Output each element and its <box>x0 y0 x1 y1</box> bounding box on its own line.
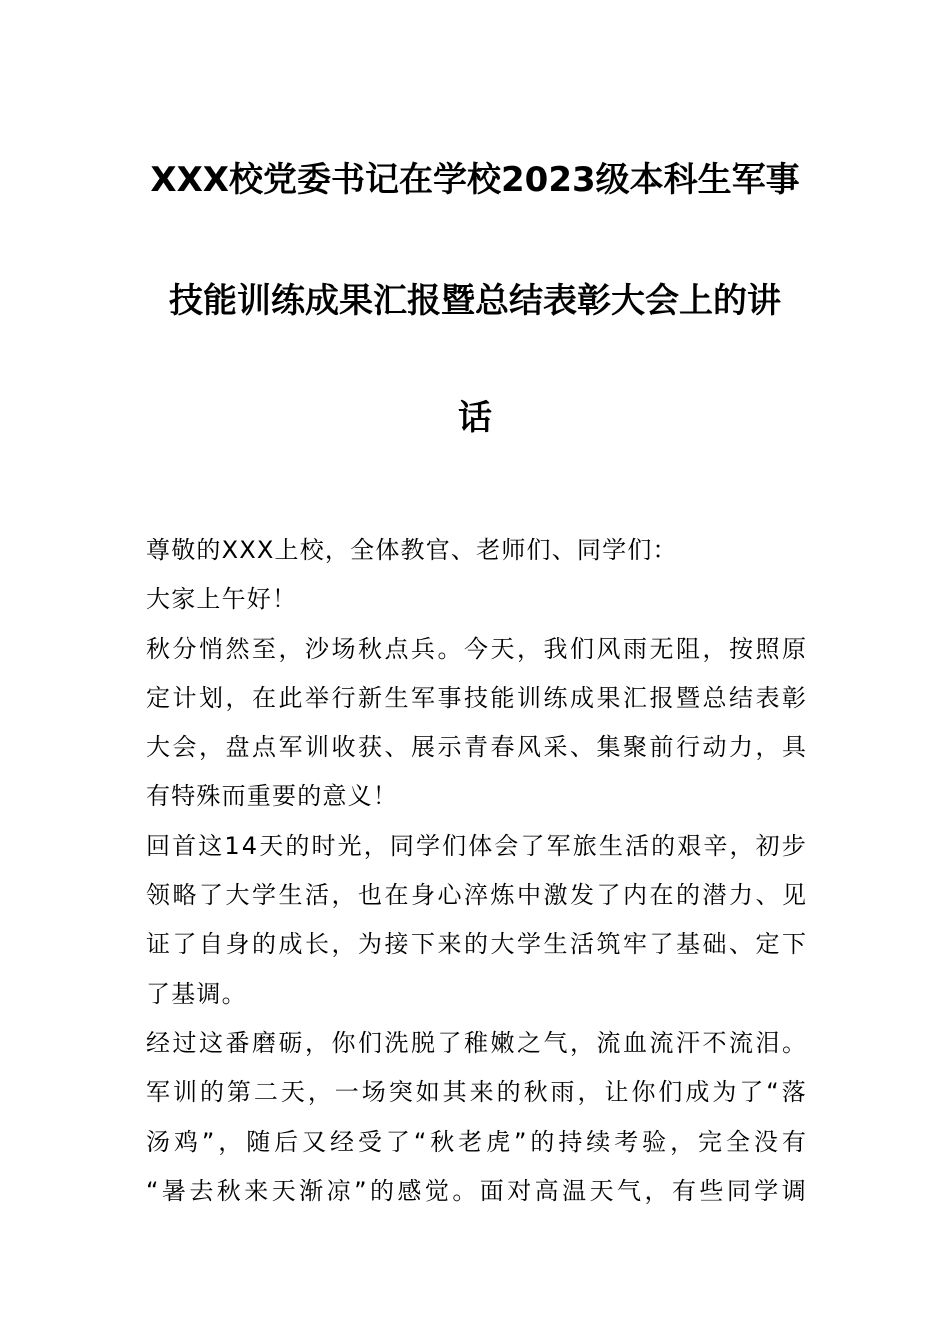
greeting: 大家上午好！ <box>146 585 298 614</box>
document-title-line-3: 话 <box>458 398 492 438</box>
body-line: 汤 鸡 ” ， 随 后 又 经 受 了 “ 秋 老 虎 ” 的 持 续 考 验 ， 完 全 没 有 <box>146 1127 806 1156</box>
body-line: “ 暑 去 秋 来 天 渐 凉 ” 的 感 觉 。 面 对 高 温 天 气 ， 有 些 同 学 调 <box>146 1176 806 1205</box>
document-title-line-1: XXX校党委书记在学校2023级本科生军事 <box>150 160 800 200</box>
body-line: 领 略 了 大 学 生 活 ， 也 在 身 心 淬 炼 中 激 发 了 内 在 的 潜 力 、 见 <box>146 881 806 910</box>
body-line: 秋 分 悄 然 至 ， 沙 场 秋 点 兵 。 今 天 ， 我 们 风 雨 无 阻 ， 按 照 原 <box>146 634 806 663</box>
body-line: 有特殊而重要的意义！ <box>146 782 398 811</box>
document-body <box>146 526 806 1216</box>
body-line: 了基调。 <box>146 979 247 1008</box>
body-line: 大 会 ， 盘 点 军 训 收 获 、 展 示 青 春 风 采 、 集 聚 前 行 动 力 ， 具 <box>146 733 806 762</box>
body-line: 经 过 这 番 磨 砺 ， 你 们 洗 脱 了 稚 嫩 之 气 ， 流 血 流 汗 不 流 泪 。 <box>146 1028 806 1057</box>
salutation: 尊敬的XXX上校，全体教官、老师们、同学们： <box>146 536 678 564</box>
body-line: 证 了 自 身 的 成 长 ， 为 接 下 来 的 大 学 生 活 筑 牢 了 基 础 、 定 下 <box>146 930 806 959</box>
document-title-line-2: 技能训练成果汇报暨总结表彰大会上的讲 <box>169 281 781 321</box>
body-line: 回 首 这 1 4 天 的 时 光 ， 同 学 们 体 会 了 军 旅 生 活 的 艰 辛 ， 初 步 <box>146 831 806 860</box>
body-line: 定 计 划 ， 在 此 举 行 新 生 军 事 技 能 训 练 成 果 汇 报 暨 总 结 表 彰 <box>146 683 806 712</box>
body-line: 军 训 的 第 二 天 ， 一 场 突 如 其 来 的 秋 雨 ， 让 你 们 成 为 了 “ 落 <box>146 1078 806 1107</box>
